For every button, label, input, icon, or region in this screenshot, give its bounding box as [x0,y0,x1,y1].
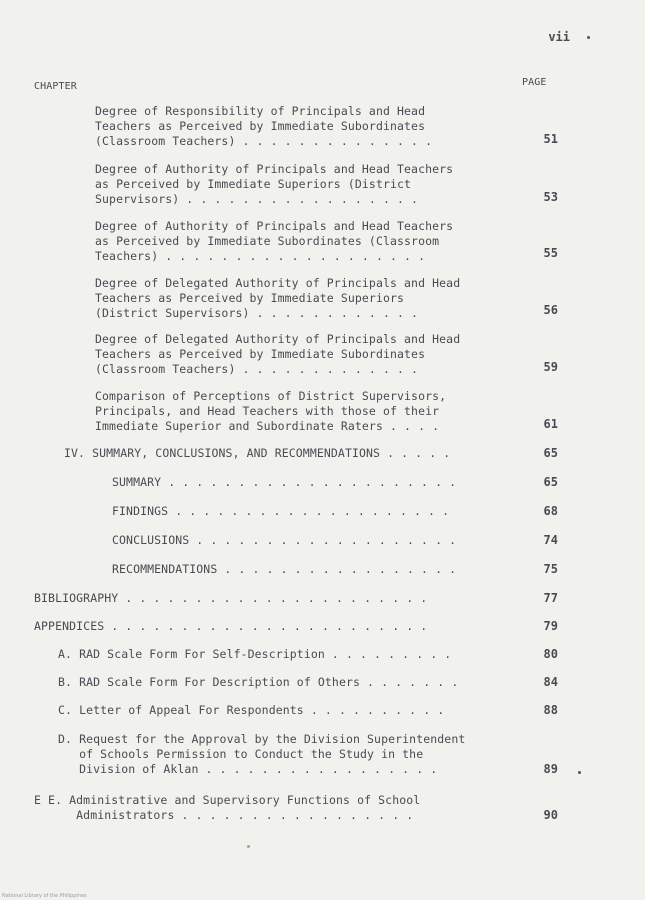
entry-line: Degree of Delegated Authority of Principals and Head [95,332,461,346]
bibliography-entry: BIBLIOGRAPHY . . . . . . . . . . . . . . . . . . . . . . [34,591,428,605]
entry-line: Degree of Delegated Authority of Principals and Head [95,276,461,290]
entry-line: (Classroom Teachers) . . . . . . . . . . . . . [95,362,419,376]
ink-speck [587,36,590,39]
entry-line: Teachers as Perceived by Immediate Subordinates [95,347,426,361]
entry-line: Teachers as Perceived by Immediate Subordinates [95,119,426,133]
entry-line: as Perceived by Immediate Superiors (District [95,177,412,191]
appendix-entry: C. Letter of Appeal For Respondents . . . . . . . . . . [58,703,445,717]
entry-page-number: 79 [543,619,558,633]
entry-line: (District Supervisors) . . . . . . . . . . . . [95,306,419,320]
entry-line: Degree of Authority of Principals and Head Teachers [95,162,454,176]
roman-page-number: vii [548,30,570,44]
ink-speck [578,771,581,774]
chapter-iv-entry: IV. SUMMARY, CONCLUSIONS, AND RECOMMENDATIONS . . . . . [64,446,451,460]
entry-page-number: 90 [543,808,558,822]
ink-speck [247,845,250,848]
entry-line: D. Request for the Approval by the Division Superintendent [58,732,466,746]
entry-page-number: 59 [543,360,558,374]
entry-page-number: 68 [543,504,558,518]
entry-line: Degree of Responsibility of Principals and Head [95,104,426,118]
entry-page-number: 84 [543,675,558,689]
entry-line: as Perceived by Immediate Subordinates (Classroom [95,234,440,248]
entry-line: E E. Administrative and Supervisory Functions of School [34,793,421,807]
entry-line: Immediate Superior and Subordinate Raters . . . . [95,419,440,433]
appendix-entry: B. RAD Scale Form For Description of Others . . . . . . . [58,675,459,689]
entry-line: Teachers) . . . . . . . . . . . . . . . . . . . [95,249,426,263]
entry-line: Principals, and Head Teachers with those of their [95,404,440,418]
toc-entry: RECOMMENDATIONS . . . . . . . . . . . . . . . . . [112,562,457,576]
entry-line: of Schools Permission to Conduct the Study in the [58,747,424,761]
toc-entry: SUMMARY . . . . . . . . . . . . . . . . . . . . . [112,475,457,489]
entry-line: (Classroom Teachers) . . . . . . . . . . . . . . [95,134,433,148]
entry-line: Administrators . . . . . . . . . . . . . . . . . [34,808,414,822]
chapter-heading: CHAPTER [34,81,77,92]
entry-page-number: 55 [543,246,558,260]
appendices-entry: APPENDICES . . . . . . . . . . . . . . . . . . . . . . . [34,619,428,633]
entry-page-number: 65 [543,475,558,489]
entry-line: Teachers as Perceived by Immediate Superiors [95,291,405,305]
entry-page-number: 77 [543,591,558,605]
footer-credit: National Library of the Philippines [2,893,87,899]
entry-page-number: 89 [543,762,558,776]
toc-entry: CONCLUSIONS . . . . . . . . . . . . . . . . . . . [112,533,457,547]
entry-page-number: 80 [543,647,558,661]
entry-page-number: 75 [543,562,558,576]
toc-entry: FINDINGS . . . . . . . . . . . . . . . . . . . . [112,504,450,518]
entry-page-number: 51 [543,132,558,146]
entry-line: Division of Aklan . . . . . . . . . . . . . . . . . [58,762,438,776]
entry-page-number: 53 [543,190,558,204]
entry-page-number: 74 [543,533,558,547]
entry-page-number: 88 [543,703,558,717]
entry-page-number: 56 [543,303,558,317]
entry-page-number: 61 [543,417,558,431]
appendix-entry: A. RAD Scale Form For Self-Description . . . . . . . . . [58,647,452,661]
entry-page-number: 65 [543,446,558,460]
entry-line: Supervisors) . . . . . . . . . . . . . . . . . [95,192,419,206]
entry-line: Comparison of Perceptions of District Supervisors, [95,389,447,403]
page-heading: PAGE [522,77,547,88]
entry-line: Degree of Authority of Principals and Head Teachers [95,219,454,233]
